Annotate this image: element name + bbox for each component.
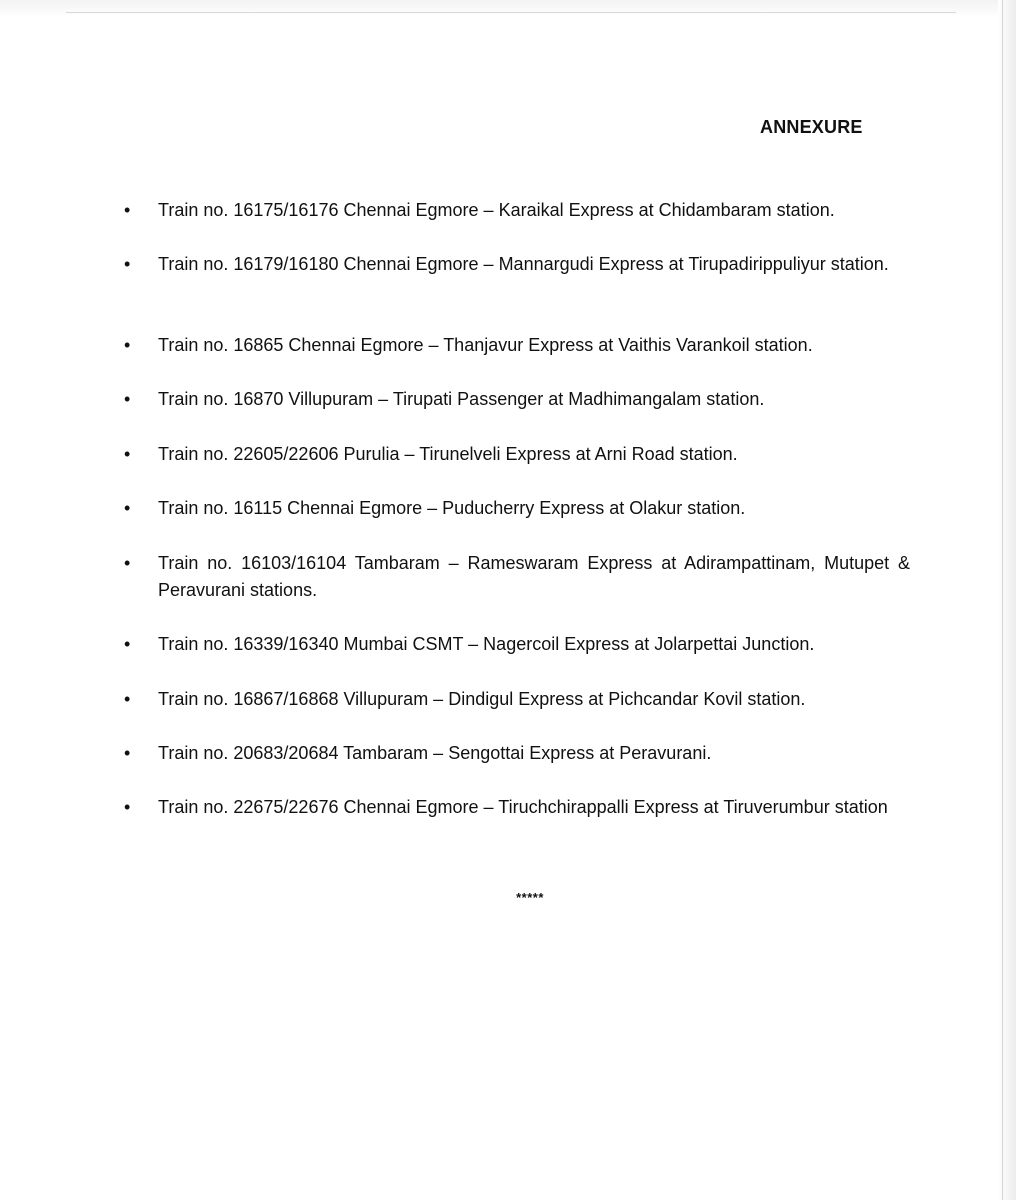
bullet-icon: • (124, 389, 131, 409)
bullet-icon: • (124, 335, 131, 355)
list-item-text: Train no. 16867/16868 Villupuram – Dindigul Express at Pichcandar Kovil station. (158, 689, 806, 709)
list-item-text: Train no. 16339/16340 Mumbai CSMT – Nagercoil Express at Jolarpettai Junction. (158, 634, 815, 654)
list-item-text: Train no. 16175/16176 Chennai Egmore – Karaikal Express at Chidambaram station. (158, 200, 835, 220)
bullet-icon: • (124, 444, 131, 464)
end-of-document-mark: ***** (516, 890, 544, 905)
bullet-icon: • (124, 254, 131, 274)
bullet-icon: • (124, 797, 131, 817)
bullet-icon: • (124, 743, 131, 763)
list-item-text: Train no. 16179/16180 Chennai Egmore – Mannargudi Express at Tirupadirippuliyur station. (158, 254, 889, 274)
bullet-icon: • (124, 689, 131, 709)
list-item-text: Train no. 16865 Chennai Egmore – Thanjavur Express at Vaithis Varankoil station. (158, 335, 813, 355)
list-item-text: Train no. 16870 Villupuram – Tirupati Passenger at Madhimangalam station. (158, 389, 765, 409)
page-right-edge (998, 0, 1016, 1200)
list-item-text: Train no. 16115 Chennai Egmore – Puducherry Express at Olakur station. (158, 498, 746, 518)
list-item-text: Train no. 22675/22676 Chennai Egmore – Tiruchchirappalli Express at Tiruverumbur station (158, 797, 888, 817)
bullet-icon: • (124, 200, 131, 220)
page-right-border (1002, 0, 1003, 1200)
page-top-border (66, 12, 956, 13)
annexure-heading: ANNEXURE (760, 117, 863, 137)
page-top-edge (0, 0, 1016, 18)
list-item-text: Train no. 22605/22606 Purulia – Tirunelveli Express at Arni Road station. (158, 444, 738, 464)
bullet-icon: • (124, 634, 131, 654)
list-item-text: Train no. 20683/20684 Tambaram – Sengottai Express at Peravurani. (158, 743, 712, 763)
bullet-icon: • (124, 553, 131, 573)
list-item-text: Train no. 16103/16104 Tambaram – Rameswaram Express at Adirampattinam, Mutupet & Peravurani stations. (158, 553, 910, 600)
bullet-icon: • (124, 498, 131, 518)
